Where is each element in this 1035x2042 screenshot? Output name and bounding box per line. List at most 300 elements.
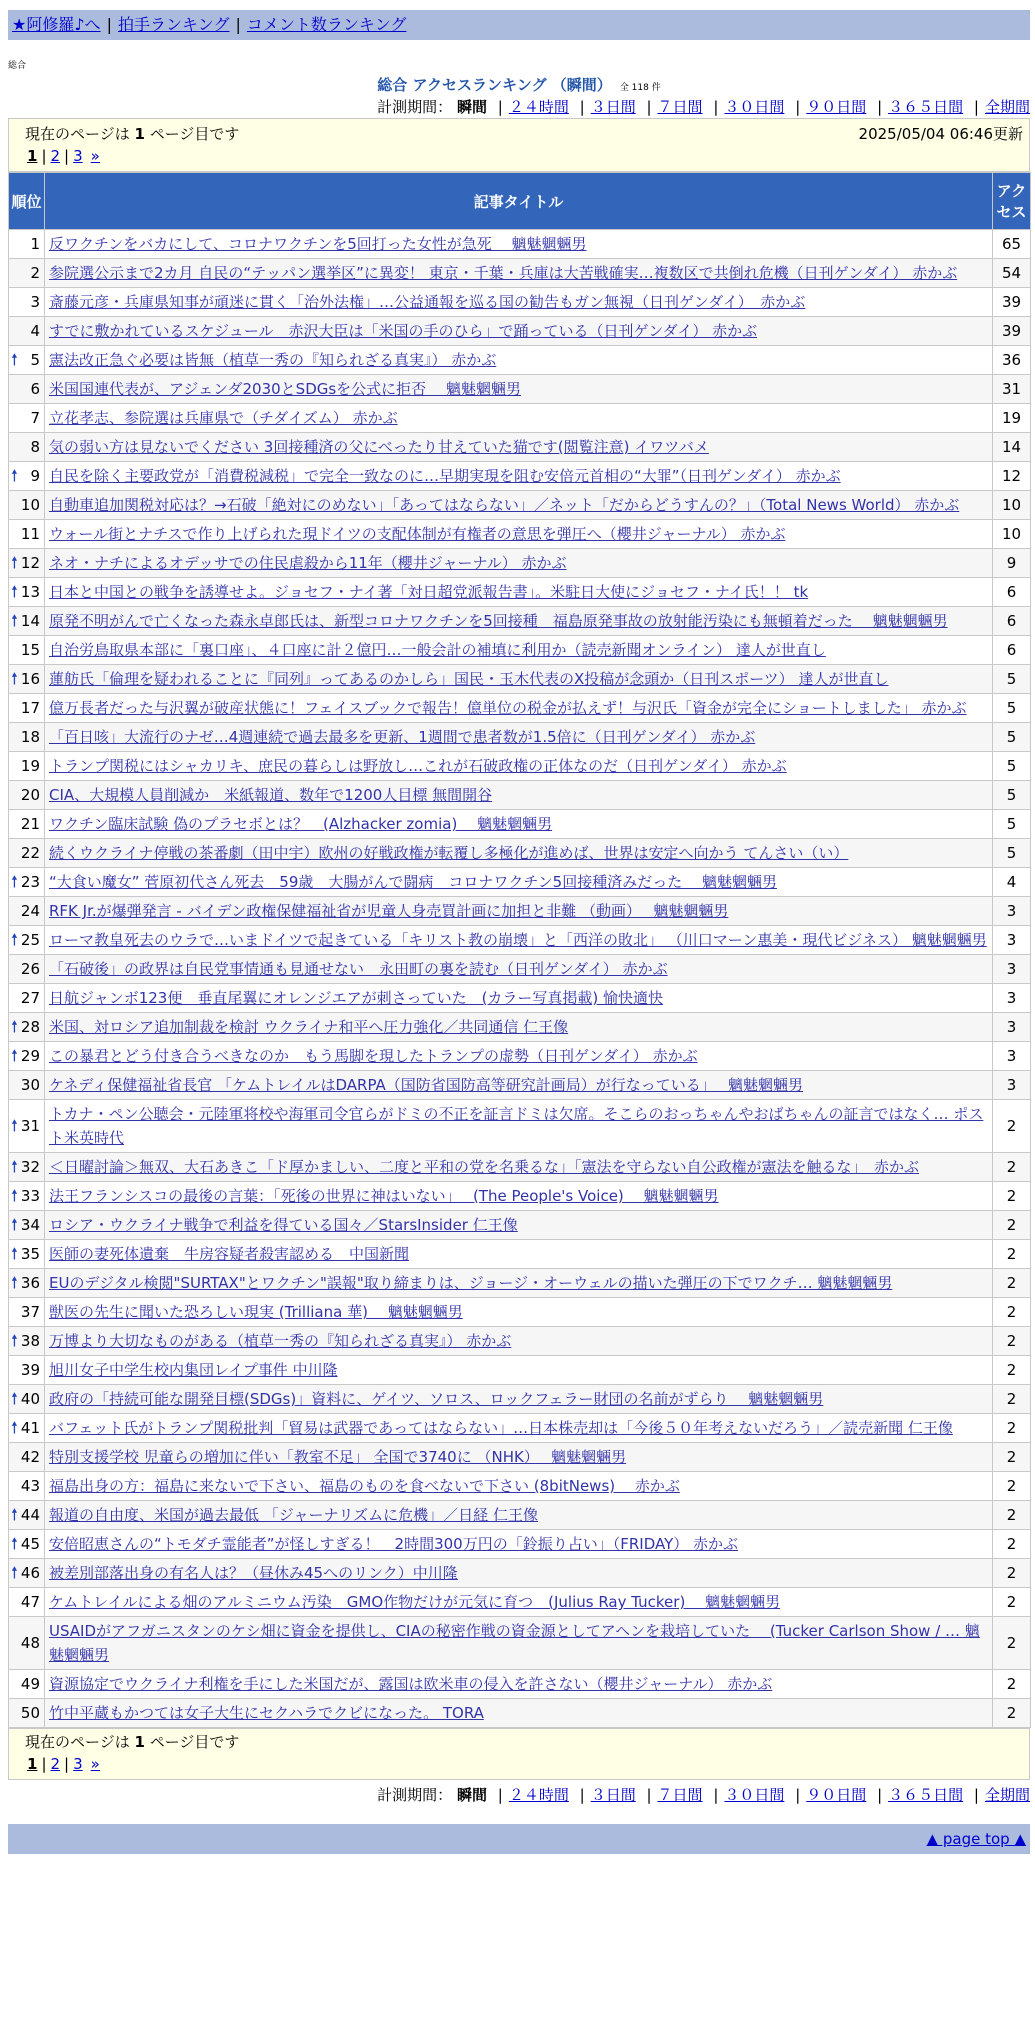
title-cell: [45, 1211, 993, 1240]
title-cell: [45, 288, 993, 317]
access-count: 9: [993, 549, 1031, 578]
access-count: 3: [993, 1042, 1031, 1071]
access-count: 39: [993, 288, 1031, 317]
article-link[interactable]: 立花孝志、参院選は兵庫県で（チダイズム） 赤かぶ: [49, 409, 398, 427]
title-cell: [45, 810, 993, 839]
table-row: [9, 1071, 1031, 1100]
rank-cell: [9, 462, 45, 491]
rank-cell: [9, 1211, 45, 1240]
rank-cell: [9, 810, 45, 839]
period-link-all[interactable]: 全期間: [984, 98, 1030, 116]
rank-number: 45: [20, 1535, 40, 1553]
period-link-24h-bottom[interactable]: ２４時間: [508, 1786, 569, 1804]
rank-number: 32: [20, 1158, 40, 1176]
table-row: [9, 1356, 1031, 1385]
period-link-3d-bottom[interactable]: ３日間: [590, 1786, 636, 1804]
rank-number: 9: [30, 467, 40, 485]
table-row: [9, 839, 1031, 868]
rank-number: 36: [20, 1274, 40, 1292]
rank-number: 1: [30, 235, 40, 253]
table-row: [9, 636, 1031, 665]
access-count: 19: [993, 404, 1031, 433]
rank-number: 23: [20, 873, 40, 891]
pagination: 1 | 2 | 3 »: [27, 147, 100, 165]
rank-cell: [9, 1501, 45, 1530]
arrow-up-icon: 🠕: [11, 930, 18, 949]
table-row: [9, 1327, 1031, 1356]
rank-number: 21: [20, 815, 40, 833]
rank-number: 5: [30, 351, 40, 369]
article-link[interactable]: 福島出身の方：福島に来ないで下さい、福島のものを食べないで下さい (8bitNews) 赤かぶ: [49, 1477, 680, 1495]
rank-cell: [9, 1472, 45, 1501]
title-cell: [45, 1356, 993, 1385]
arrow-up-icon: 🠕: [11, 1157, 18, 1176]
article-link[interactable]: 日航ジャンボ123便 垂直尾翼にオレンジエアが刺さっていた (カラー写真掲載) 愉快適快: [49, 989, 664, 1007]
current-page-text: 現在のページは 1 ページ目です: [25, 125, 240, 143]
rank-number: 26: [20, 960, 40, 978]
article-link[interactable]: 億万長者だった与沢翼が破産状態に！フェイスブックで報告！億単位の税金が払えず！与沢氏「資金が完全にショートしました」 赤かぶ: [49, 699, 967, 717]
rank-number: 15: [20, 641, 40, 659]
title-cell: [45, 955, 993, 984]
title-cell: [45, 1588, 993, 1617]
access-count: 2: [993, 1670, 1031, 1699]
article-link[interactable]: 続くウクライナ停戦の茶番劇（田中宇）欧州の好戦政権が転覆し多極化が進めば、世界は安定へ向かう てんさい（い）: [49, 844, 849, 862]
rank-cell: [9, 1530, 45, 1559]
article-link[interactable]: ローマ教皇死去のウラで…いまドイツで起きている「キリスト教の崩壊」と「西洋の敗北」 （川口マーン惠美・現代ビジネス） 魑魅魍魎男: [49, 931, 987, 949]
arrow-up-icon: 🠕: [11, 1186, 18, 1205]
period-current: 瞬間: [456, 98, 487, 116]
article-link[interactable]: 獣医の先生に聞いた恐ろしい現実 (Trilliana 華) 魑魅魍魎男: [49, 1303, 463, 1321]
rank-number: 16: [20, 670, 40, 688]
article-link[interactable]: CIA、大規模人員削減か 米紙報道、数年で1200人目標 無間開谷: [49, 786, 493, 804]
rank-cell: [9, 665, 45, 694]
period-selector-bottom: 計測期間： 瞬間 | ２４時間 | ３日間 | ７日間 | ３０日間 | ９０日間 | ３６５日間 | 全期間: [377, 1786, 1030, 1804]
article-link[interactable]: ケネディ保健福祉省長官 「ケムトレイルはDARPA（国防省国防高等研究計画局）が行なっている」 魑魅魍魎男: [49, 1076, 804, 1094]
article-link[interactable]: 被差別部落出身の有名人は？（昼休み45へのリンク）中川隆: [49, 1564, 458, 1582]
rank-cell: [9, 288, 45, 317]
ranking-rows: [9, 230, 1031, 1728]
rank-number: 12: [20, 554, 40, 572]
table-row: [9, 1153, 1031, 1182]
title-cell: [45, 462, 993, 491]
rank-cell: [9, 1327, 45, 1356]
arrow-up-icon: 🠕: [11, 1331, 18, 1350]
table-header: [9, 173, 1031, 230]
article-link[interactable]: この暴君とどう付き合うべきなのか もう馬脚を現したトランプの虚勢（日刊ゲンダイ） 赤かぶ: [49, 1047, 698, 1065]
access-count: 2: [993, 1443, 1031, 1472]
rank-cell: [9, 346, 45, 375]
table-row: [9, 752, 1031, 781]
access-count: 5: [993, 665, 1031, 694]
article-link[interactable]: 米国国連代表が、アジェンダ2030とSDGsを公式に拒否 魑魅魍魎男: [49, 380, 521, 398]
table-row: [9, 375, 1031, 404]
rank-cell: [9, 1071, 45, 1100]
period-link-365d-bottom[interactable]: ３６５日間: [888, 1786, 964, 1804]
table-row: [9, 1100, 1031, 1153]
article-link[interactable]: 自民を除く主要政党が「消費税減税」で完全一致なのに…早期実現を阻む安倍元首相の“大罪”（日刊ゲンダイ） 赤かぶ: [49, 467, 841, 485]
access-count: 10: [993, 491, 1031, 520]
article-link[interactable]: 自治労鳥取県本部に「裏口座」、４口座に計２億円…一般会計の補填に利用か（読売新聞オンライン） 達人が世直し: [49, 641, 826, 659]
title-cell: [45, 1530, 993, 1559]
page: [8, 10, 1030, 1854]
access-count: 5: [993, 810, 1031, 839]
rank-cell: [9, 1443, 45, 1472]
article-link[interactable]: 「石破後」の政界は自民党事情通も見通せない 永田町の裏を読む（日刊ゲンダイ） 赤かぶ: [49, 960, 668, 978]
article-link[interactable]: ケムトレイルによる畑のアルミニウム汚染 GMO作物だけが元気に育つ (Julius Ray Tucker) 魑魅魍魎男: [49, 1593, 781, 1611]
title-cell: [45, 1699, 993, 1728]
title-cell: [45, 868, 993, 897]
access-count: 2: [993, 1414, 1031, 1443]
rank-number: 31: [20, 1117, 40, 1135]
article-link[interactable]: トカナ・ペン公聴会・元陸軍将校や海軍司令官らがドミの不正を証言ドミは欠席。そこらのおっちゃんやおばちゃんの証言ではなく… ポスト米英時代: [49, 1105, 984, 1147]
rank-cell: [9, 1100, 45, 1153]
access-count: 2: [993, 1211, 1031, 1240]
table-row: [9, 1472, 1031, 1501]
arrow-up-icon: 🠕: [11, 872, 18, 891]
article-link[interactable]: 日本と中国との戦争を誘導せよ。ジョセフ・ナイ著「対日超党派報告書」。米駐日大使にジョセフ・ナイ氏！！ tk: [49, 583, 809, 601]
table-row: [9, 433, 1031, 462]
page-next-bottom[interactable]: »: [90, 1755, 100, 1773]
rank-number: 43: [20, 1477, 40, 1495]
page-current: 1: [27, 147, 38, 165]
period-link-all-bottom[interactable]: 全期間: [984, 1786, 1030, 1804]
table-row: [9, 926, 1031, 955]
table-row: [9, 1414, 1031, 1443]
article-link[interactable]: 「百日咳」大流行のナゼ…4週連続で過去最多を更新、1週間で患者数が1.5倍に（日刊ゲンダイ） 赤かぶ: [49, 728, 756, 746]
rank-cell: [9, 520, 45, 549]
rank-number: 19: [20, 757, 40, 775]
access-count: 3: [993, 926, 1031, 955]
table-row: [9, 1443, 1031, 1472]
rank-number: 30: [20, 1076, 40, 1094]
period-link-365d[interactable]: ３６５日間: [888, 98, 964, 116]
table-row: [9, 868, 1031, 897]
rank-cell: [9, 1588, 45, 1617]
title-cell: [45, 1327, 993, 1356]
article-link[interactable]: 憲法改正急ぐ必要は皆無（植草一秀の『知られざる真実』） 赤かぶ: [49, 351, 497, 369]
access-count: 2: [993, 1327, 1031, 1356]
article-link[interactable]: バフェット氏がトランプ関税批判「貿易は武器であってはならない」…日本株売却は「今後５０年考えないだろう」／読売新聞 仁王像: [49, 1419, 953, 1437]
page-top-link[interactable]: ▲ page top ▲: [926, 1830, 1026, 1848]
rank-number: 24: [20, 902, 40, 920]
access-count: 3: [993, 1071, 1031, 1100]
page-current-bottom: 1: [27, 1755, 38, 1773]
article-link[interactable]: 斎藤元彦・兵庫県知事が頑迷に貫く「治外法権」…公益通報を巡る国の勧告もガン無視（日刊ゲンダイ） 赤かぶ: [49, 293, 806, 311]
title-cell: [45, 1298, 993, 1327]
rank-number: 44: [20, 1506, 40, 1524]
article-link[interactable]: 旭川女子中学生校内集団レイプ事件 中川隆: [49, 1361, 338, 1379]
title-cell: [45, 984, 993, 1013]
title-cell: [45, 1182, 993, 1211]
title-cell: [45, 1670, 993, 1699]
title-cell: [45, 1385, 993, 1414]
article-link[interactable]: トランプ関税にはシャカリキ、庶民の暮らしは野放し…これが石破政権の正体なのだ（日刊ゲンダイ） 赤かぶ: [49, 757, 787, 775]
title-cell: [45, 375, 993, 404]
page-link-3[interactable]: 3: [73, 147, 83, 165]
pager-top: [8, 118, 1030, 172]
access-count: 6: [993, 636, 1031, 665]
article-link[interactable]: 報道の自由度、米国が過去最低 「ジャーナリズムに危機」／日経 仁王像: [49, 1506, 538, 1524]
rank-cell: [9, 839, 45, 868]
title-cell: [45, 607, 993, 636]
title-cell: [45, 723, 993, 752]
article-link[interactable]: 気の弱い方は見ないでください 3回接種済の父にべったり甘えていた猫です(閲覧注意) イワツバメ: [49, 438, 709, 456]
period-label: 計測期間：: [377, 98, 453, 116]
access-count: 2: [993, 1269, 1031, 1298]
title-cell: [45, 433, 993, 462]
article-link[interactable]: 特別支援学校 児童らの増加に伴い「教室不足」 全国で3740に （NHK） 魑魅魍魎男: [49, 1448, 627, 1466]
rank-number: 3: [30, 293, 40, 311]
rank-cell: [9, 1269, 45, 1298]
rank-number: 10: [20, 496, 40, 514]
table-row: [9, 1182, 1031, 1211]
arrow-up-icon: 🠕: [11, 1273, 18, 1292]
title-cell: [45, 1013, 993, 1042]
rank-number: 6: [30, 380, 40, 398]
table-row: [9, 1269, 1031, 1298]
period-link-3d[interactable]: ３日間: [590, 98, 636, 116]
title-cell: [45, 230, 993, 259]
period-link-7d-bottom[interactable]: ７日間: [657, 1786, 703, 1804]
article-link[interactable]: EUのデジタル検閲"SURTAX"とワクチン"誤報"取り締まりは、ジョージ・オーウェルの描いた弾圧の下でワクチ… 魑魅魍魎男: [49, 1274, 893, 1292]
title-cell: [45, 1617, 993, 1670]
article-link[interactable]: すでに敷かれているスケジュール 赤沢大臣は「米国の手のひら」で踊っている（日刊ゲンダイ） 赤かぶ: [49, 322, 758, 340]
rank-number: 47: [20, 1593, 40, 1611]
rank-number: 11: [20, 525, 40, 543]
access-count: 2: [993, 1530, 1031, 1559]
table-row: [9, 491, 1031, 520]
total-count: 全 118 件: [619, 83, 661, 93]
rank-number: 33: [20, 1187, 40, 1205]
article-link[interactable]: 法王フランシスコの最後の言葉：「死後の世界に神はいない」 (The People's Voice) 魑魅魍魎男: [49, 1187, 719, 1205]
table-row: [9, 810, 1031, 839]
rank-cell: [9, 491, 45, 520]
rank-number: 13: [20, 583, 40, 601]
header-rank: 順位: [9, 173, 45, 230]
rank-number: 39: [20, 1361, 40, 1379]
rank-cell: [9, 230, 45, 259]
bottom-bar: [8, 1824, 1030, 1854]
rank-cell: [9, 1699, 45, 1728]
rank-number: 29: [20, 1047, 40, 1065]
rank-cell: [9, 1153, 45, 1182]
access-count: 2: [993, 1472, 1031, 1501]
table-row: [9, 1670, 1031, 1699]
arrow-up-icon: 🠕: [11, 466, 18, 485]
article-link[interactable]: ネオ・ナチによるオデッサでの住民虐殺から11年（櫻井ジャーナル） 赤かぶ: [49, 554, 567, 572]
rank-cell: [9, 926, 45, 955]
title-cell: [45, 752, 993, 781]
rank-cell: [9, 1182, 45, 1211]
access-count: 3: [993, 897, 1031, 926]
title-cell: [45, 1240, 993, 1269]
rank-number: 41: [20, 1419, 40, 1437]
rank-cell: [9, 636, 45, 665]
article-link[interactable]: 参院選公示まで2カ月 自民の“テッパン選挙区”に異変！ 東京・千葉・兵庫は大苦戦確実…複数区で共倒れ危機（日刊ゲンダイ） 赤かぶ: [49, 264, 958, 282]
access-count: 3: [993, 984, 1031, 1013]
period-link-90d-bottom[interactable]: ９０日間: [806, 1786, 867, 1804]
access-count: 4: [993, 868, 1031, 897]
top-nav: ★阿修羅♪へ | 拍手ランキング | コメント数ランキング: [8, 10, 1030, 40]
table-row: [9, 1298, 1031, 1327]
access-count: 5: [993, 723, 1031, 752]
page-title: 総合 アクセスランキング （瞬間）: [377, 76, 612, 94]
pager-bottom: [8, 1728, 1030, 1780]
rank-number: 38: [20, 1332, 40, 1350]
period-link-24h[interactable]: ２４時間: [508, 98, 569, 116]
table-row: [9, 230, 1031, 259]
rank-cell: [9, 549, 45, 578]
rank-number: 20: [20, 786, 40, 804]
rank-cell: [9, 752, 45, 781]
nav-link-clap-ranking[interactable]: 拍手ランキング: [117, 15, 230, 34]
page-link-2[interactable]: 2: [50, 147, 61, 165]
period-link-90d[interactable]: ９０日間: [806, 98, 867, 116]
period-link-7d[interactable]: ７日間: [657, 98, 703, 116]
article-link[interactable]: RFK Jr.が爆弾発言 - バイデン政権保健福祉省が児童人身売買計画に加担と非難 （動画） 魑魅魍魎男: [49, 902, 729, 920]
article-link[interactable]: 万博より大切なものがある（植草一秀の『知られざる真実』） 赤かぶ: [49, 1332, 512, 1350]
title-cell: [45, 1153, 993, 1182]
article-link[interactable]: 米国、対ロシア追加制裁を検討 ウクライナ和平へ圧力強化／共同通信 仁王像: [49, 1018, 569, 1036]
period-link-30d-bottom[interactable]: ３０日間: [724, 1786, 785, 1804]
rank-number: 14: [20, 612, 40, 630]
arrow-up-icon: 🠕: [11, 1389, 18, 1408]
rank-number: 46: [20, 1564, 40, 1582]
rank-cell: [9, 1298, 45, 1327]
title-cell: [45, 1501, 993, 1530]
table-row: [9, 723, 1031, 752]
arrow-up-icon: 🠕: [11, 1505, 18, 1524]
rank-number: 18: [20, 728, 40, 746]
header-title: 記事タイトル: [45, 173, 993, 230]
rank-number: 7: [30, 409, 40, 427]
arrow-up-icon: 🠕: [11, 350, 18, 369]
rank-cell: [9, 1385, 45, 1414]
nav-link-comment-ranking[interactable]: コメント数ランキング: [246, 15, 407, 34]
article-link[interactable]: 医師の妻死体遺棄 牛房容疑者殺害認める 中国新聞: [49, 1245, 410, 1263]
article-link[interactable]: 自動車追加関税対応は？→石破「絶対にのめない」「あってはならない」／ネット「だからどうすんの？」（Total News World） 赤かぶ: [49, 496, 960, 514]
rank-cell: [9, 1414, 45, 1443]
page-next[interactable]: »: [90, 147, 100, 165]
rank-cell: [9, 375, 45, 404]
rank-cell: [9, 694, 45, 723]
article-link[interactable]: ウォール街とナチスで作り上げられた現ドイツの支配体制が有権者の意思を弾圧へ（櫻井ジャーナル） 赤かぶ: [49, 525, 786, 543]
access-count: 5: [993, 839, 1031, 868]
title-cell: [45, 1472, 993, 1501]
title-cell: [45, 259, 993, 288]
article-link[interactable]: USAIDがアフガニスタンのケシ畑に資金を提供し、CIAの秘密作戦の資金源としてアヘンを栽培していた (Tucker Carlson Show / … 魑魅魍魎男: [49, 1622, 980, 1664]
title-cell: [45, 404, 993, 433]
table-row: [9, 578, 1031, 607]
rank-cell: [9, 1356, 45, 1385]
rank-cell: [9, 578, 45, 607]
arrow-up-icon: 🠕: [11, 1418, 18, 1437]
updated-timestamp: 2025/05/04 06:46更新: [858, 125, 1023, 143]
ranking-heading: [8, 74, 1030, 96]
table-row: [9, 1211, 1031, 1240]
access-count: 14: [993, 433, 1031, 462]
article-link[interactable]: 蓮舫氏「倫理を疑われることに『同列』ってあるのかしら」国民・玉木代表のX投稿が念頭か（日刊スポーツ） 達人が世直し: [49, 670, 889, 688]
arrow-up-icon: 🠕: [11, 611, 18, 630]
rank-cell: [9, 984, 45, 1013]
page-link-3-bottom[interactable]: 3: [73, 1755, 83, 1773]
rank-number: 42: [20, 1448, 40, 1466]
access-count: 10: [993, 520, 1031, 549]
title-cell: [45, 491, 993, 520]
access-count: 2: [993, 1559, 1031, 1588]
article-link[interactable]: 資源協定でウクライナ利権を手にした米国だが、露国は欧米車の侵入を許さない（櫻井ジャーナル） 赤かぶ: [49, 1675, 773, 1693]
access-count: 2: [993, 1617, 1031, 1670]
article-link[interactable]: “大食い魔女” 菅原初代さん死去 59歳 大腸がんで闘病 コロナワクチン5回接種済みだった 魑魅魍魎男: [49, 873, 777, 891]
article-link[interactable]: 原発不明がんで亡くなった森永卓郎氏は、新型コロナワクチンを5回接種 福島原発事故の放射能汚染にも無頓着だった 魑魅魍魎男: [49, 612, 948, 630]
access-count: 2: [993, 1385, 1031, 1414]
table-row: [9, 404, 1031, 433]
title-cell: [45, 1071, 993, 1100]
access-count: 2: [993, 1298, 1031, 1327]
rank-cell: [9, 1042, 45, 1071]
table-row: [9, 1559, 1031, 1588]
article-link[interactable]: 政府の「持続可能な開発目標(SDGs)」資料に、ゲイツ、ソロス、ロックフェラー財団の名前がずらり 魑魅魍魎男: [49, 1390, 824, 1408]
rank-cell: [9, 404, 45, 433]
nav-link-asyura[interactable]: ★阿修羅♪へ: [12, 15, 101, 34]
rank-number: 28: [20, 1018, 40, 1036]
table-row: [9, 897, 1031, 926]
rank-cell: [9, 1670, 45, 1699]
article-link[interactable]: ワクチン臨床試験 偽のプラセボとは？ (Alzhacker zomia) 魑魅魍魎男: [49, 815, 553, 833]
title-cell: [45, 839, 993, 868]
article-link[interactable]: 竹中平蔵もかつては女子大生にセクハラでクビになった。 TORA: [49, 1704, 484, 1722]
title-cell: [45, 1042, 993, 1071]
title-cell: [45, 578, 993, 607]
access-count: 12: [993, 462, 1031, 491]
arrow-up-icon: 🠕: [11, 1116, 18, 1135]
access-count: 6: [993, 607, 1031, 636]
arrow-up-icon: 🠕: [11, 553, 18, 572]
access-count: 5: [993, 781, 1031, 810]
access-count: 2: [993, 1182, 1031, 1211]
access-count: 39: [993, 317, 1031, 346]
title-cell: [45, 1414, 993, 1443]
title-cell: [45, 1443, 993, 1472]
title-cell: [45, 665, 993, 694]
header-access: アクセス: [993, 173, 1031, 230]
table-row: [9, 781, 1031, 810]
arrow-up-icon: 🠕: [11, 1017, 18, 1036]
current-page-text-bottom: 現在のページは 1 ページ目です: [25, 1733, 240, 1751]
table-row: [9, 259, 1031, 288]
rank-cell: [9, 259, 45, 288]
rank-number: 17: [20, 699, 40, 717]
title-cell: [45, 520, 993, 549]
rank-number: 34: [20, 1216, 40, 1234]
article-link[interactable]: 安倍昭恵さんの“トモダチ霊能者”が怪しすぎる！ 2時間300万円の「鈴振り占い」（FRIDAY） 赤かぶ: [49, 1535, 739, 1553]
page-link-2-bottom[interactable]: 2: [50, 1755, 61, 1773]
title-cell: [45, 1269, 993, 1298]
table-row: [9, 1530, 1031, 1559]
table-row: [9, 1617, 1031, 1670]
table-row: [9, 1240, 1031, 1269]
arrow-up-icon: 🠕: [11, 1563, 18, 1582]
table-row: [9, 462, 1031, 491]
article-link[interactable]: ＜日曜討論＞無双、大石あきこ「ド厚かましい、二度と平和の党を名乗るな」「憲法を守らない自公政権が憲法を触るな」 赤かぶ: [49, 1158, 920, 1176]
article-link[interactable]: 反ワクチンをバカにして、コロナワクチンを5回打った女性が急死 魑魅魍魎男: [49, 235, 587, 253]
rank-number: 2: [30, 264, 40, 282]
period-link-30d[interactable]: ３０日間: [724, 98, 785, 116]
access-count: 2: [993, 1501, 1031, 1530]
article-link[interactable]: ロシア・ウクライナ戦争で利益を得ている国々／StarsInsider 仁王像: [49, 1216, 518, 1234]
rank-cell: [9, 1559, 45, 1588]
rank-number: 25: [20, 931, 40, 949]
